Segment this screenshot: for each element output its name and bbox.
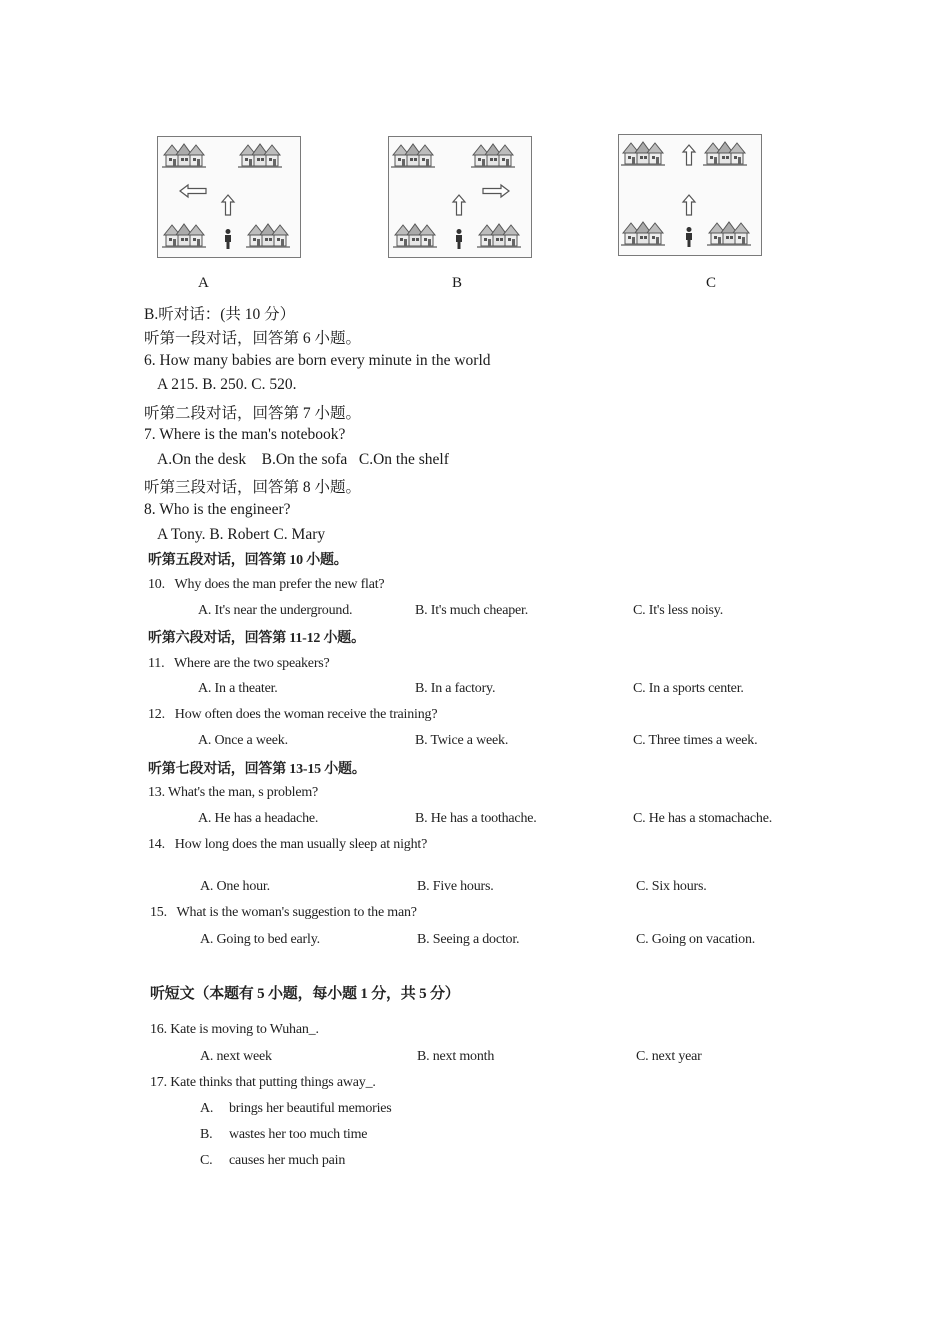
- question-14: 14. How long does the man usually sleep at night?: [148, 837, 428, 852]
- question-13: 13. What's the man, s problem?: [148, 785, 319, 800]
- question-7-options: A.On the desk B.On the sofa C.On the shelf: [157, 451, 449, 468]
- question-12: 12. How often does the woman receive the training?: [148, 707, 438, 722]
- question-16-option-a: A. next week: [200, 1049, 272, 1064]
- question-11-option-a: A. In a theater.: [198, 681, 278, 696]
- house-icon: [162, 224, 206, 247]
- picture-c: [618, 134, 762, 256]
- arrow-left-icon: [180, 185, 206, 197]
- question-11-option-c: C. In a sports center.: [633, 681, 744, 696]
- question-8-options: A Tony. B. Robert C. Mary: [157, 526, 326, 543]
- question-15: 15. What is the woman's suggestion to the man?: [150, 905, 417, 920]
- question-15-option-c: C. Going on vacation.: [636, 932, 756, 947]
- dialogue-6-instruction: 听第六段对话，回答第 11-12 小题。: [148, 631, 365, 646]
- question-13-option-b: B. He has a toothache.: [415, 811, 537, 826]
- question-12-option-a: A. Once a week.: [198, 733, 288, 748]
- question-17: 17. Kate thinks that putting things away_.: [150, 1075, 376, 1090]
- question-13-option-a: A. He has a headache.: [198, 811, 319, 826]
- short-passage-heading: 听短文（本题有 5 小题，每小题 1 分，共 5 分）: [150, 986, 460, 1002]
- dialogue-5-instruction: 听第五段对话，回答第 10 小题。: [148, 553, 348, 568]
- house-icon: [477, 224, 521, 247]
- question-10: 10. Why does the man prefer the new flat?: [148, 577, 385, 592]
- dialogue-1-instruction: 听第一段对话，回答第 6 小题。: [144, 330, 362, 347]
- house-icon: [238, 144, 282, 167]
- question-14-option-b: B. Five hours.: [417, 879, 494, 894]
- question-13-option-c: C. He has a stomachache.: [633, 811, 773, 826]
- arrow-up-icon: [683, 195, 695, 215]
- dialogue-2-instruction: 听第二段对话，回答第 7 小题。: [144, 405, 362, 422]
- map-a-drawing: [158, 137, 300, 257]
- house-icon: [393, 224, 437, 247]
- arrow-right-icon: [483, 185, 509, 197]
- question-17-option-a-letter: A.: [200, 1101, 214, 1116]
- arrow-up-icon: [683, 145, 695, 165]
- picture-b: [388, 136, 532, 258]
- house-icon: [391, 144, 435, 167]
- question-7: 7. Where is the man's notebook?: [144, 426, 346, 443]
- picture-b-label: B: [452, 275, 463, 291]
- question-16: 16. Kate is moving to Wuhan_.: [150, 1022, 319, 1037]
- house-icon: [621, 142, 665, 165]
- question-8: 8. Who is the engineer?: [144, 501, 291, 518]
- house-icon: [703, 142, 747, 165]
- question-17-option-a: brings her beautiful memories: [229, 1101, 392, 1116]
- question-17-option-b: wastes her too much time: [229, 1127, 368, 1142]
- dialogue-3-instruction: 听第三段对话，回答第 8 小题。: [144, 479, 362, 496]
- question-10-option-b: B. It's much cheaper.: [415, 603, 529, 618]
- dialogue-7-instruction: 听第七段对话，回答第 13-15 小题。: [148, 762, 366, 777]
- arrow-up-icon: [222, 195, 234, 215]
- question-11: 11. Where are the two speakers?: [148, 656, 330, 671]
- picture-c-label: C: [706, 275, 717, 291]
- question-12-option-c: C. Three times a week.: [633, 733, 758, 748]
- house-icon: [621, 222, 665, 245]
- question-15-option-b: B. Seeing a doctor.: [417, 932, 520, 947]
- person-icon: [686, 227, 692, 247]
- house-icon: [246, 224, 290, 247]
- picture-a: [157, 136, 301, 258]
- question-17-option-c: causes her much pain: [229, 1153, 346, 1168]
- question-10-option-a: A. It's near the underground.: [198, 603, 353, 618]
- question-10-option-c: C. It's less noisy.: [633, 603, 723, 618]
- picture-a-label: A: [198, 275, 209, 291]
- question-15-option-a: A. Going to bed early.: [200, 932, 320, 947]
- question-16-option-c: C. next year: [636, 1049, 702, 1064]
- arrow-up-icon: [453, 195, 465, 215]
- section-b-heading: B.听对话：(共 10 分）: [144, 306, 296, 323]
- question-11-option-b: B. In a factory.: [415, 681, 496, 696]
- question-6: 6. How many babies are born every minute in the world: [144, 352, 491, 369]
- question-14-option-c: C. Six hours.: [636, 879, 707, 894]
- question-16-option-b: B. next month: [417, 1049, 495, 1064]
- map-b-drawing: [389, 137, 531, 257]
- house-icon: [707, 222, 751, 245]
- person-icon: [225, 229, 231, 249]
- house-icon: [162, 144, 206, 167]
- house-icon: [471, 144, 515, 167]
- question-17-option-b-letter: B.: [200, 1127, 213, 1142]
- map-c-drawing: [619, 135, 761, 255]
- question-17-option-c-letter: C.: [200, 1153, 213, 1168]
- question-12-option-b: B. Twice a week.: [415, 733, 509, 748]
- person-icon: [456, 229, 462, 249]
- question-6-options: A 215. B. 250. C. 520.: [157, 376, 297, 393]
- question-14-option-a: A. One hour.: [200, 879, 270, 894]
